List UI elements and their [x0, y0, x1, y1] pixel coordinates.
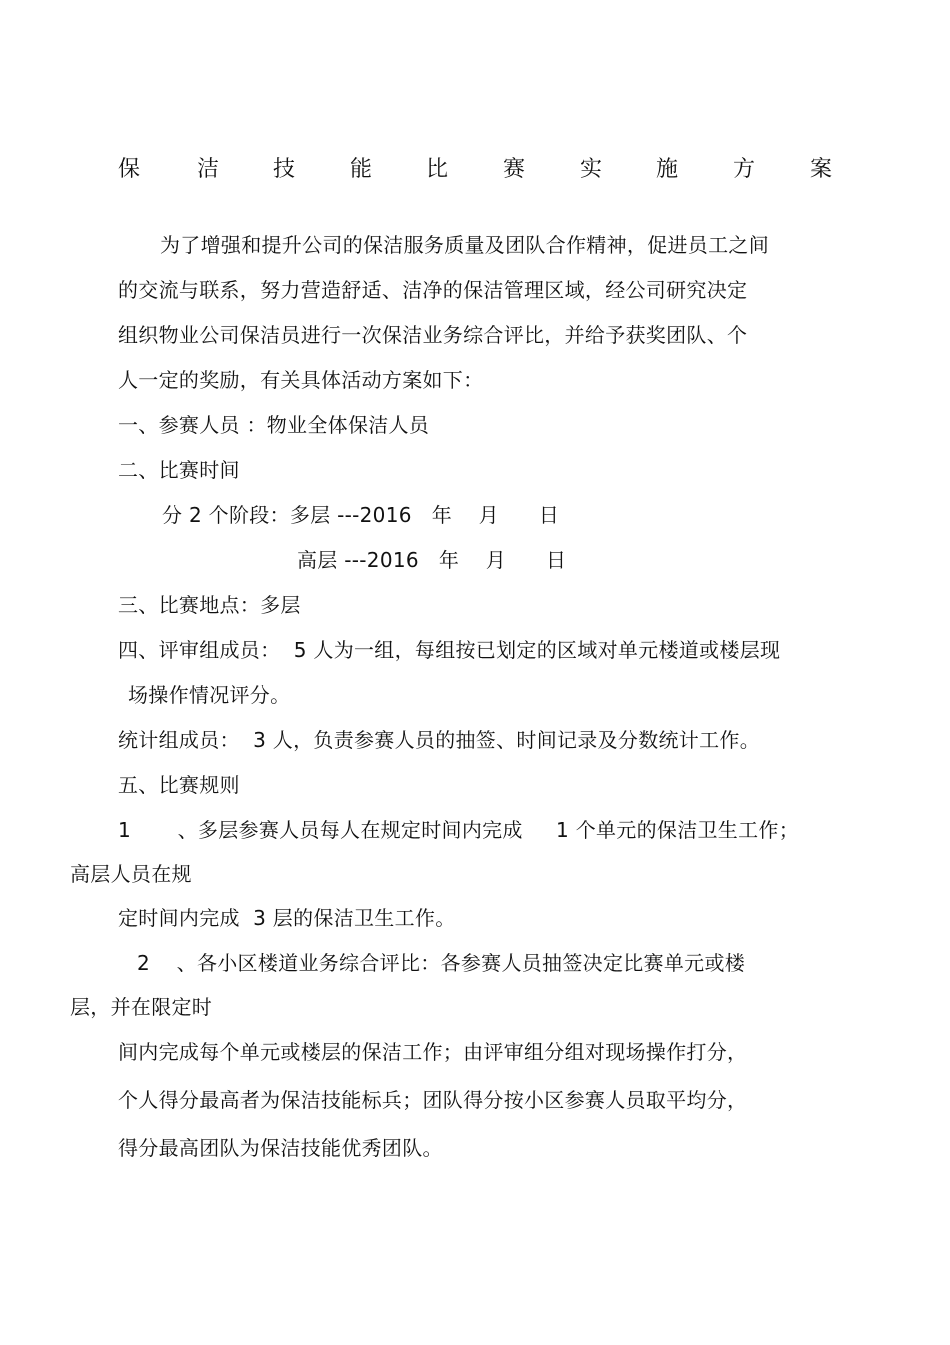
section-location: 三、比赛地点：多层 [118, 593, 301, 617]
title-char: 实 [580, 157, 603, 182]
title-char: 方 [733, 157, 756, 182]
intro-line: 人一定的奖励，有关具体活动方案如下： [118, 368, 484, 392]
title-char: 赛 [503, 157, 526, 182]
section-rules-heading: 五、比赛规则 [118, 773, 240, 797]
time-stage-multistorey: 分 2 个阶段：多层 ---2016 年 月 日 [162, 503, 560, 527]
time-stage-highrise: 高层 ---2016 年 月 日 [297, 548, 567, 572]
title-char: 保 [118, 157, 141, 182]
rule-2-cont: 间内完成每个单元或楼层的保洁工作；由评审组分组对现场操作打分， [118, 1040, 748, 1064]
title-char: 能 [350, 157, 373, 182]
title-char: 洁 [197, 157, 220, 182]
section-judges: 四、评审组成员： 5 人为一组，每组按已划定的区域对单元楼道或楼层现 [118, 638, 781, 662]
intro-line: 的交流与联系，努力营造舒适、洁净的保洁管理区域，经公司研究决定 [118, 278, 748, 302]
section-time-heading: 二、比赛时间 [118, 458, 240, 482]
title-char: 案 [810, 157, 833, 182]
rule-1-cont: 高层人员在规 [70, 862, 192, 886]
section-participants: 一、参赛人员 ：物业全体保洁人员 [118, 413, 430, 437]
rule-1-cont: 定时间内完成 3 层的保洁卫生工作。 [118, 906, 456, 930]
rule-2-cont: 个人得分最高者为保洁技能标兵；团队得分按小区参赛人员取平均分， [118, 1088, 748, 1112]
title-char: 比 [426, 157, 449, 182]
rule-1: 1 、多层参赛人员每人在规定时间内完成 1 个单元的保洁卫生工作； [118, 818, 799, 842]
stats-members: 统计组成员： 3 人，负责参赛人员的抽签、时间记录及分数统计工作。 [118, 728, 760, 752]
title-char: 技 [273, 157, 296, 182]
rule-2: 2 、各小区楼道业务综合评比：各参赛人员抽签决定比赛单元或楼 [137, 951, 746, 975]
intro-line: 组织物业公司保洁员进行一次保洁业务综合评比，并给予获奖团队、个 [118, 323, 748, 347]
rule-2-cont: 得分最高团队为保洁技能优秀团队。 [118, 1136, 443, 1160]
rule-2-cont: 层，并在限定时 [70, 995, 213, 1019]
section-judges-cont: 场操作情况评分。 [128, 683, 291, 707]
title-char: 施 [656, 157, 679, 182]
intro-line: 为了增强和提升公司的保洁服务质量及团队合作精神，促进员工之间 [160, 233, 769, 257]
